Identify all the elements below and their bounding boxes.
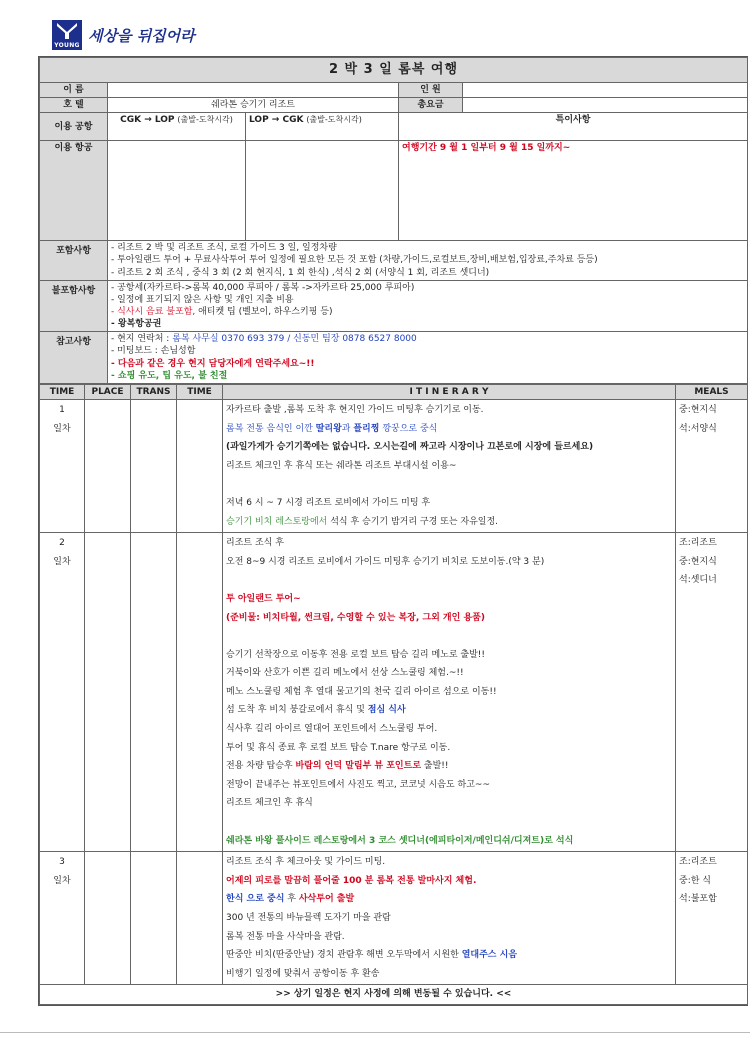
special-value: 여행기간 9 월 1 일부터 9 월 15 일까지~ <box>399 141 748 241</box>
figure-icon <box>56 22 78 40</box>
itinerary-document <box>38 56 748 1006</box>
excludes-item: - 공항세(자카르타->롬복 40,000 루피아 / 롬복 ->자카르타 25,000 루피아) <box>111 282 415 293</box>
contact-number: 롬복 사무실 0370 693 379 / 신동민 팀장 0878 6527 8000 <box>172 334 417 345</box>
excludes-drinks: - 식사시 음료 불포함, <box>111 306 196 317</box>
includes-item: - 리조트 2 회 조식 , 중식 3 회 (2 회 현지식, 1 회 한식) ,석식 2 회 (서양식 1 회, 리조트 셋디너) <box>111 267 490 278</box>
day-number: 3 일차 <box>40 852 85 985</box>
trans-cell <box>131 533 177 852</box>
airline-return <box>246 141 399 241</box>
col-trans: TRANS <box>131 384 177 399</box>
day-meals: 조:리조트 중:한 식 석:불포함 <box>676 852 748 985</box>
day-number: 2 일차 <box>40 533 85 852</box>
page-bottom-rule <box>0 1032 750 1033</box>
day-number: 1 일차 <box>40 399 85 532</box>
notes-list <box>108 332 748 384</box>
time-cell <box>177 852 223 985</box>
includes-list <box>108 241 748 280</box>
excludes-tips: 애티켓 팁 (벨보이, 하우스키핑 등) <box>195 306 333 317</box>
airport-label: 이용 공항 <box>40 113 108 141</box>
info-table <box>39 57 748 384</box>
total-value <box>463 98 748 113</box>
logo-mark <box>52 20 82 50</box>
col-time2: TIME <box>177 384 223 399</box>
airline-label: 이용 항공 <box>40 141 108 241</box>
company-logo <box>52 20 195 50</box>
day-row <box>40 852 748 985</box>
place-cell <box>85 533 131 852</box>
trans-cell <box>131 399 177 532</box>
route-return-note: (출발-도착시각) <box>306 115 362 125</box>
notes-item: - 미팅보드 : 손님성함 <box>111 346 196 357</box>
day-row <box>40 533 748 852</box>
excludes-item: - 일정에 표기되지 않은 사항 및 개인 지출 비용 <box>111 294 294 305</box>
includes-item: - 리조트 2 박 및 리조트 조식, 로컬 가이드 3 일, 일정차량 <box>111 243 337 254</box>
includes-label: 포함사항 <box>40 241 108 280</box>
trans-cell <box>131 852 177 985</box>
col-time: TIME <box>40 384 85 399</box>
excludes-label: 불포함사항 <box>40 280 108 332</box>
route-return <box>246 113 399 141</box>
day-itinerary: 리조트 조식 후 체크아웃 및 가이드 미팅. 어제의 피로를 말끔히 풀어줄 100 분 롬복 전통 발마사지 체험. 한식 으로 중식 후 사삭투어 출발 300 년 전통의 바뉴믈렉 도자기 마을 관람 롬복 전통 마을 사삭마을 관람. 딴중안 비치(딴중안날) 경치 관람후 해변 오두막에서 시원한 열대주스 시음 비행기 일정에 맞춰서 공항이동 후 환송 <box>223 852 676 985</box>
notes-item: - 다음과 같은 경우 현지 담당자에게 연락주세요~!! <box>111 358 315 369</box>
day-itinerary: 자카르타 출발 ,롬복 도착 후 현지인 가이드 미팅후 승기기로 이동. 롬복 전통 음식인 이깐 딸리왕과 플리찡 깡꿍으로 중식 (과일가게가 승기기쪽에는 없습니다. 오시는길에 짜고라 시장이나 끄본로에 시장에 들르세요) 리조트 체크인 후 휴식 또는 쉐라톤 리조트 부대시설 이용~ 저녁 6 시 ~ 7 시경 리조트 로비에서 가이드 미팅 후 승기기 비치 레스토랑에서 석식 후 승기기 밤거리 구경 또는 자유일정. <box>223 399 676 532</box>
notes-item: - 쇼핑 유도, 팁 유도, 불 친절 <box>111 370 228 381</box>
excludes-list <box>108 280 748 332</box>
itinerary-table <box>39 384 748 1005</box>
contact-prefix: - 현지 연락처 : <box>111 334 173 345</box>
name-label: 이 름 <box>40 83 108 98</box>
page-title: 2 박 3 일 롬복 여행 <box>40 58 748 83</box>
logo-mark-text: YOUNG <box>54 42 80 49</box>
time-cell <box>177 399 223 532</box>
footer-notice: >> 상기 일정은 현지 사정에 의해 변동될 수 있습니다. << <box>40 985 748 1004</box>
excludes-item: - 왕복항공권 <box>111 319 162 330</box>
excludes-item <box>111 306 744 318</box>
place-cell <box>85 852 131 985</box>
day-meals: 중:현지식 석:서양식 <box>676 399 748 532</box>
time-cell <box>177 533 223 852</box>
hotel-value: 쉐라톤 승기기 리조트 <box>108 98 399 113</box>
col-meals: MEALS <box>676 384 748 399</box>
place-cell <box>85 399 131 532</box>
airline-outbound <box>108 141 246 241</box>
includes-item: - 투아일랜드 투어 + 무료사삭투어 투어 일정에 필요한 모든 것 포함 (차량,가이드,로컬보트,장비,배보험,입장료,주차료 등등) <box>111 255 598 266</box>
hotel-label: 호 텔 <box>40 98 108 113</box>
day-row <box>40 399 748 532</box>
day-meals: 조:리조트 중:현지식 석:셋디너 <box>676 533 748 852</box>
route-outbound-code: CGK → LOP <box>120 115 175 126</box>
route-outbound <box>108 113 246 141</box>
name-value <box>108 83 399 98</box>
people-label: 인 원 <box>399 83 463 98</box>
notes-label: 참고사항 <box>40 332 108 384</box>
people-value <box>463 83 748 98</box>
route-return-code: LOP → CGK <box>249 115 304 126</box>
notes-item <box>111 333 744 345</box>
route-outbound-note: (출발-도착시각) <box>177 115 233 125</box>
col-itinerary: I T I N E R A R Y <box>223 384 676 399</box>
day-itinerary: 리조트 조식 후 오전 8~9 시경 리조트 로비에서 가이드 미팅후 승기기 비치로 도보이동.(약 3 분) 투 아일랜드 투어~ (준비물: 비치타월, 썬크림, 수영할 수 있는 복장, 그외 개인 용품) 승기기 선착장으로 이동후 전용 로컬 보트 탑승 길리 메노로 출발!! 거북이와 산호가 이쁜 길리 메노에서 선상 스노쿨링 체험.~!! 메노 스노쿨링 체험 후 열대 물고기의 천국 길리 아이르 섬으로 이동!! 섬 도착 후 비치 붕갈로에서 휴식 및 점심 식사 식사후 길리 아이르 열대어 포인트에서 스노쿨링 투어. 투어 및 휴식 종료 후 로컬 보트 탑승 T.nare 항구로 이동. 전용 차량 탑승후 바람의 언덕 말림부 뷰 포인트로 출발!! 전망이 끝내주는 뷰포인트에서 사진도 찍고, 코코넛 시음도 하고~~ 리조트 체크인 후 휴식 쉐라톤 바왕 풀사이드 레스토랑에서 3 코스 셋디너(에피타이저/메인디쉬/디져트)로 석식 <box>223 533 676 852</box>
total-label: 총요금 <box>399 98 463 113</box>
logo-slogan: 세상을 뒤집어라 <box>88 26 195 45</box>
special-label: 특이사항 <box>399 113 748 141</box>
col-place: PLACE <box>85 384 131 399</box>
